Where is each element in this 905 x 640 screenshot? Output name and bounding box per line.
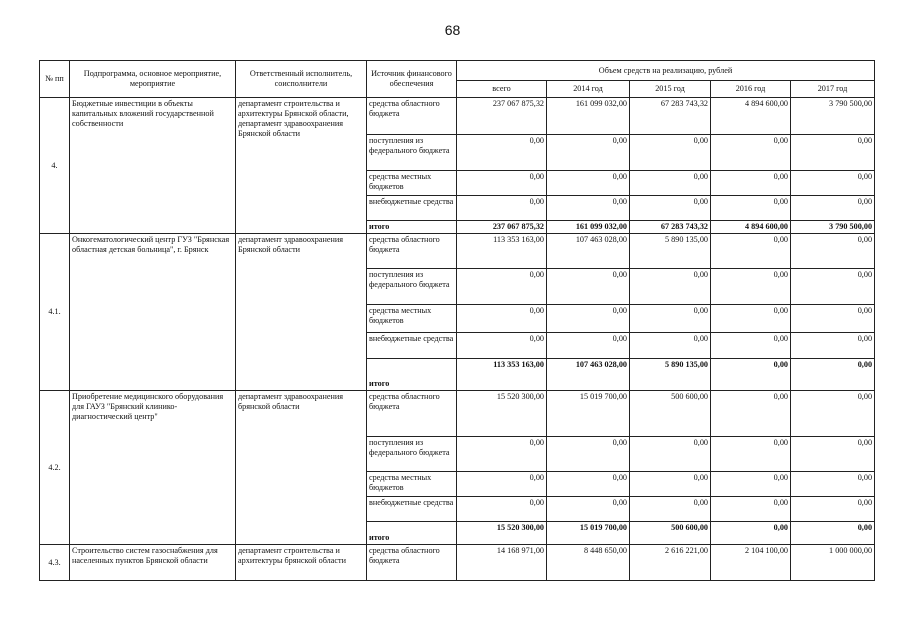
amount-total: 0,00 bbox=[457, 333, 547, 359]
amount-2016: 0,00 bbox=[711, 171, 791, 196]
amount-2014: 0,00 bbox=[547, 171, 630, 196]
funding-source: внебюджетные средства bbox=[367, 333, 457, 359]
funding-source: итого bbox=[367, 359, 457, 391]
amount-2015: 0,00 bbox=[630, 269, 711, 305]
amount-2015: 0,00 bbox=[630, 472, 711, 497]
header-2015: 2015 год bbox=[630, 81, 711, 98]
amount-2016: 0,00 bbox=[711, 437, 791, 472]
amount-2017: 0,00 bbox=[791, 196, 875, 221]
amount-total: 0,00 bbox=[457, 472, 547, 497]
amount-total: 0,00 bbox=[457, 196, 547, 221]
item-number: 4. bbox=[40, 98, 70, 234]
amount-2015: 0,00 bbox=[630, 135, 711, 171]
amount-total: 14 168 971,00 bbox=[457, 545, 547, 581]
amount-2016: 0,00 bbox=[711, 135, 791, 171]
amount-2014: 0,00 bbox=[547, 472, 630, 497]
funding-source: поступления из федерального бюджета bbox=[367, 437, 457, 472]
amount-2017: 0,00 bbox=[791, 359, 875, 391]
amount-2015: 0,00 bbox=[630, 196, 711, 221]
amount-2014: 0,00 bbox=[547, 135, 630, 171]
amount-2017: 0,00 bbox=[791, 472, 875, 497]
amount-2014: 0,00 bbox=[547, 305, 630, 333]
table-body bbox=[40, 98, 875, 581]
amount-2017: 0,00 bbox=[791, 305, 875, 333]
funding-source: средства местных бюджетов bbox=[367, 171, 457, 196]
amount-2017: 3 790 500,00 bbox=[791, 98, 875, 135]
amount-2016: 0,00 bbox=[711, 196, 791, 221]
amount-2015: 0,00 bbox=[630, 333, 711, 359]
executor-name: департамент строительства и архитектуры Брянской области, департамент здравоохранения Брянской области bbox=[236, 98, 367, 234]
amount-2015: 500 600,00 bbox=[630, 522, 711, 545]
amount-total: 0,00 bbox=[457, 437, 547, 472]
amount-2014: 0,00 bbox=[547, 497, 630, 522]
header-2016: 2016 год bbox=[711, 81, 791, 98]
funding-source: внебюджетные средства bbox=[367, 497, 457, 522]
amount-2016: 0,00 bbox=[711, 522, 791, 545]
budget-table bbox=[39, 60, 875, 581]
header-executor: Ответственный исполнитель, соисполнители bbox=[236, 61, 367, 98]
executor-name: департамент строительства и архитектуры брянской области bbox=[236, 545, 367, 581]
amount-2017: 0,00 bbox=[791, 391, 875, 437]
amount-2016: 0,00 bbox=[711, 234, 791, 269]
amount-2015: 0,00 bbox=[630, 305, 711, 333]
amount-2014: 15 019 700,00 bbox=[547, 522, 630, 545]
funding-source: итого bbox=[367, 522, 457, 545]
header-activity: Подпрограмма, основное мероприятие, мероприятие bbox=[70, 61, 236, 98]
amount-total: 15 520 300,00 bbox=[457, 522, 547, 545]
funding-source: поступления из федерального бюджета bbox=[367, 269, 457, 305]
amount-2014: 161 099 032,00 bbox=[547, 221, 630, 234]
funding-source: средства областного бюджета bbox=[367, 234, 457, 269]
amount-total: 0,00 bbox=[457, 269, 547, 305]
amount-2017: 0,00 bbox=[791, 437, 875, 472]
funding-source: средства областного бюджета bbox=[367, 98, 457, 135]
amount-2014: 107 463 028,00 bbox=[547, 359, 630, 391]
amount-2015: 500 600,00 bbox=[630, 391, 711, 437]
amount-2014: 0,00 bbox=[547, 196, 630, 221]
header-2014: 2014 год bbox=[547, 81, 630, 98]
funding-source: внебюджетные средства bbox=[367, 196, 457, 221]
executor-name: департамент здравоохранения Брянской области bbox=[236, 234, 367, 391]
amount-2015: 67 283 743,32 bbox=[630, 98, 711, 135]
amount-2016: 0,00 bbox=[711, 359, 791, 391]
table-row bbox=[40, 98, 875, 135]
amount-2014: 0,00 bbox=[547, 269, 630, 305]
activity-name: Приобретение медицинского оборудования для ГАУЗ "Брянский клинико-диагностический центр" bbox=[70, 391, 236, 545]
table-row bbox=[40, 391, 875, 437]
amount-2014: 0,00 bbox=[547, 333, 630, 359]
funding-source: средства местных бюджетов bbox=[367, 472, 457, 497]
amount-total: 0,00 bbox=[457, 135, 547, 171]
item-number: 4.3. bbox=[40, 545, 70, 581]
table-row bbox=[40, 234, 875, 269]
header-number: № пп bbox=[40, 61, 70, 98]
header-2017: 2017 год bbox=[791, 81, 875, 98]
activity-name: Строительство систем газоснабжения для населенных пунктов Брянской области bbox=[70, 545, 236, 581]
activity-name: Онкогематологический центр ГУЗ "Брянская областная детская больница", г. Брянск bbox=[70, 234, 236, 391]
amount-2015: 0,00 bbox=[630, 497, 711, 522]
amount-total: 0,00 bbox=[457, 497, 547, 522]
amount-2016: 0,00 bbox=[711, 333, 791, 359]
amount-2017: 0,00 bbox=[791, 497, 875, 522]
amount-total: 237 067 875,32 bbox=[457, 98, 547, 135]
page-number: 68 bbox=[444, 22, 461, 38]
funding-source: средства местных бюджетов bbox=[367, 305, 457, 333]
amount-2017: 0,00 bbox=[791, 234, 875, 269]
table-row bbox=[40, 545, 875, 581]
funding-source: средства областного бюджета bbox=[367, 391, 457, 437]
amount-total: 113 353 163,00 bbox=[457, 234, 547, 269]
amount-2017: 0,00 bbox=[791, 171, 875, 196]
funding-source: средства областного бюджета bbox=[367, 545, 457, 581]
amount-2014: 8 448 650,00 bbox=[547, 545, 630, 581]
funding-source: итого bbox=[367, 221, 457, 234]
amount-2014: 161 099 032,00 bbox=[547, 98, 630, 135]
funding-source: поступления из федерального бюджета bbox=[367, 135, 457, 171]
amount-total: 113 353 163,00 bbox=[457, 359, 547, 391]
header-source: Источник финансового обеспечения bbox=[367, 61, 457, 98]
item-number: 4.1. bbox=[40, 234, 70, 391]
amount-2016: 0,00 bbox=[711, 269, 791, 305]
header-total: всего bbox=[457, 81, 547, 98]
amount-2016: 4 894 600,00 bbox=[711, 221, 791, 234]
amount-2014: 0,00 bbox=[547, 437, 630, 472]
amount-total: 0,00 bbox=[457, 171, 547, 196]
amount-2016: 4 894 600,00 bbox=[711, 98, 791, 135]
amount-2016: 0,00 bbox=[711, 472, 791, 497]
amount-2017: 1 000 000,00 bbox=[791, 545, 875, 581]
amount-2015: 0,00 bbox=[630, 437, 711, 472]
activity-name: Бюджетные инвестиции в объекты капитальных вложений государственной собственности bbox=[70, 98, 236, 234]
amount-2014: 107 463 028,00 bbox=[547, 234, 630, 269]
executor-name: департамент здравоохранения брянской области bbox=[236, 391, 367, 545]
amount-2017: 3 790 500,00 bbox=[791, 221, 875, 234]
amount-2015: 5 890 135,00 bbox=[630, 359, 711, 391]
amount-2017: 0,00 bbox=[791, 522, 875, 545]
amount-2015: 0,00 bbox=[630, 171, 711, 196]
amount-2016: 0,00 bbox=[711, 391, 791, 437]
amount-total: 15 520 300,00 bbox=[457, 391, 547, 437]
amount-total: 237 067 875,32 bbox=[457, 221, 547, 234]
amount-2015: 67 283 743,32 bbox=[630, 221, 711, 234]
amount-2017: 0,00 bbox=[791, 333, 875, 359]
table-header bbox=[40, 61, 875, 98]
amount-2016: 0,00 bbox=[711, 305, 791, 333]
amount-2015: 5 890 135,00 bbox=[630, 234, 711, 269]
amount-2015: 2 616 221,00 bbox=[630, 545, 711, 581]
amount-2016: 2 104 100,00 bbox=[711, 545, 791, 581]
header-volume: Объем средств на реализацию, рублей bbox=[457, 61, 875, 81]
amount-2014: 15 019 700,00 bbox=[547, 391, 630, 437]
amount-total: 0,00 bbox=[457, 305, 547, 333]
item-number: 4.2. bbox=[40, 391, 70, 545]
amount-2017: 0,00 bbox=[791, 135, 875, 171]
amount-2016: 0,00 bbox=[711, 497, 791, 522]
amount-2017: 0,00 bbox=[791, 269, 875, 305]
